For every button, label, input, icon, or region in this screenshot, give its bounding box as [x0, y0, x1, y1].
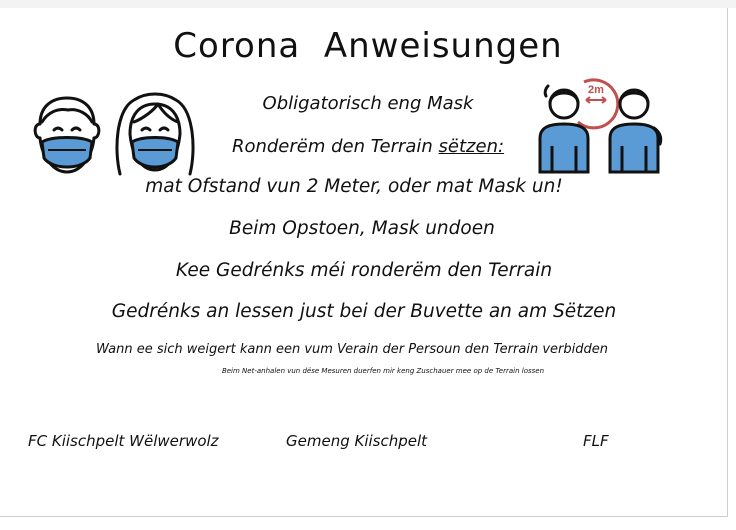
rule-standing-mask: Beim Opstoen, Mask undoen [229, 218, 495, 239]
rule-mask-mandatory: Obligatorisch eng Mask [262, 93, 474, 114]
rule-no-drinks: Kee Gedrénks méi ronderëm den Terrain [175, 260, 553, 281]
rule-refusal: Wann ee sich weigert kann een vum Verain der Persoun den Terrain verbidden [96, 342, 608, 357]
page-edge [0, 0, 736, 8]
page-title: Corona Anweisungen [173, 26, 563, 66]
social-distance-icon [532, 72, 672, 176]
rule-sitting-text: Ronderëm den Terrain [231, 136, 439, 157]
footer-federation: FLF [583, 432, 609, 450]
footer-municipality: Gemeng Kiischpelt [286, 432, 428, 450]
distance-badge-label: 2m [588, 84, 604, 96]
rule-distance: mat Ofstand vun 2 Meter, oder mat Mask un! [145, 176, 563, 197]
rule-drinks-buvette: Gedrénks an lessen just bei der Buvette an am Sëtzen [111, 301, 617, 322]
footer-club: FC Kiischpelt Wëlwerwolz [28, 432, 219, 450]
rule-sitting-underlined: sëtzen: [438, 136, 505, 157]
rule-fine-print: Beim Net-anhalen vun dëse Mesuren duerfen mir keng Zuschauer mee op de Terrain lossen [221, 367, 545, 375]
rule-sitting [0, 136, 736, 157]
